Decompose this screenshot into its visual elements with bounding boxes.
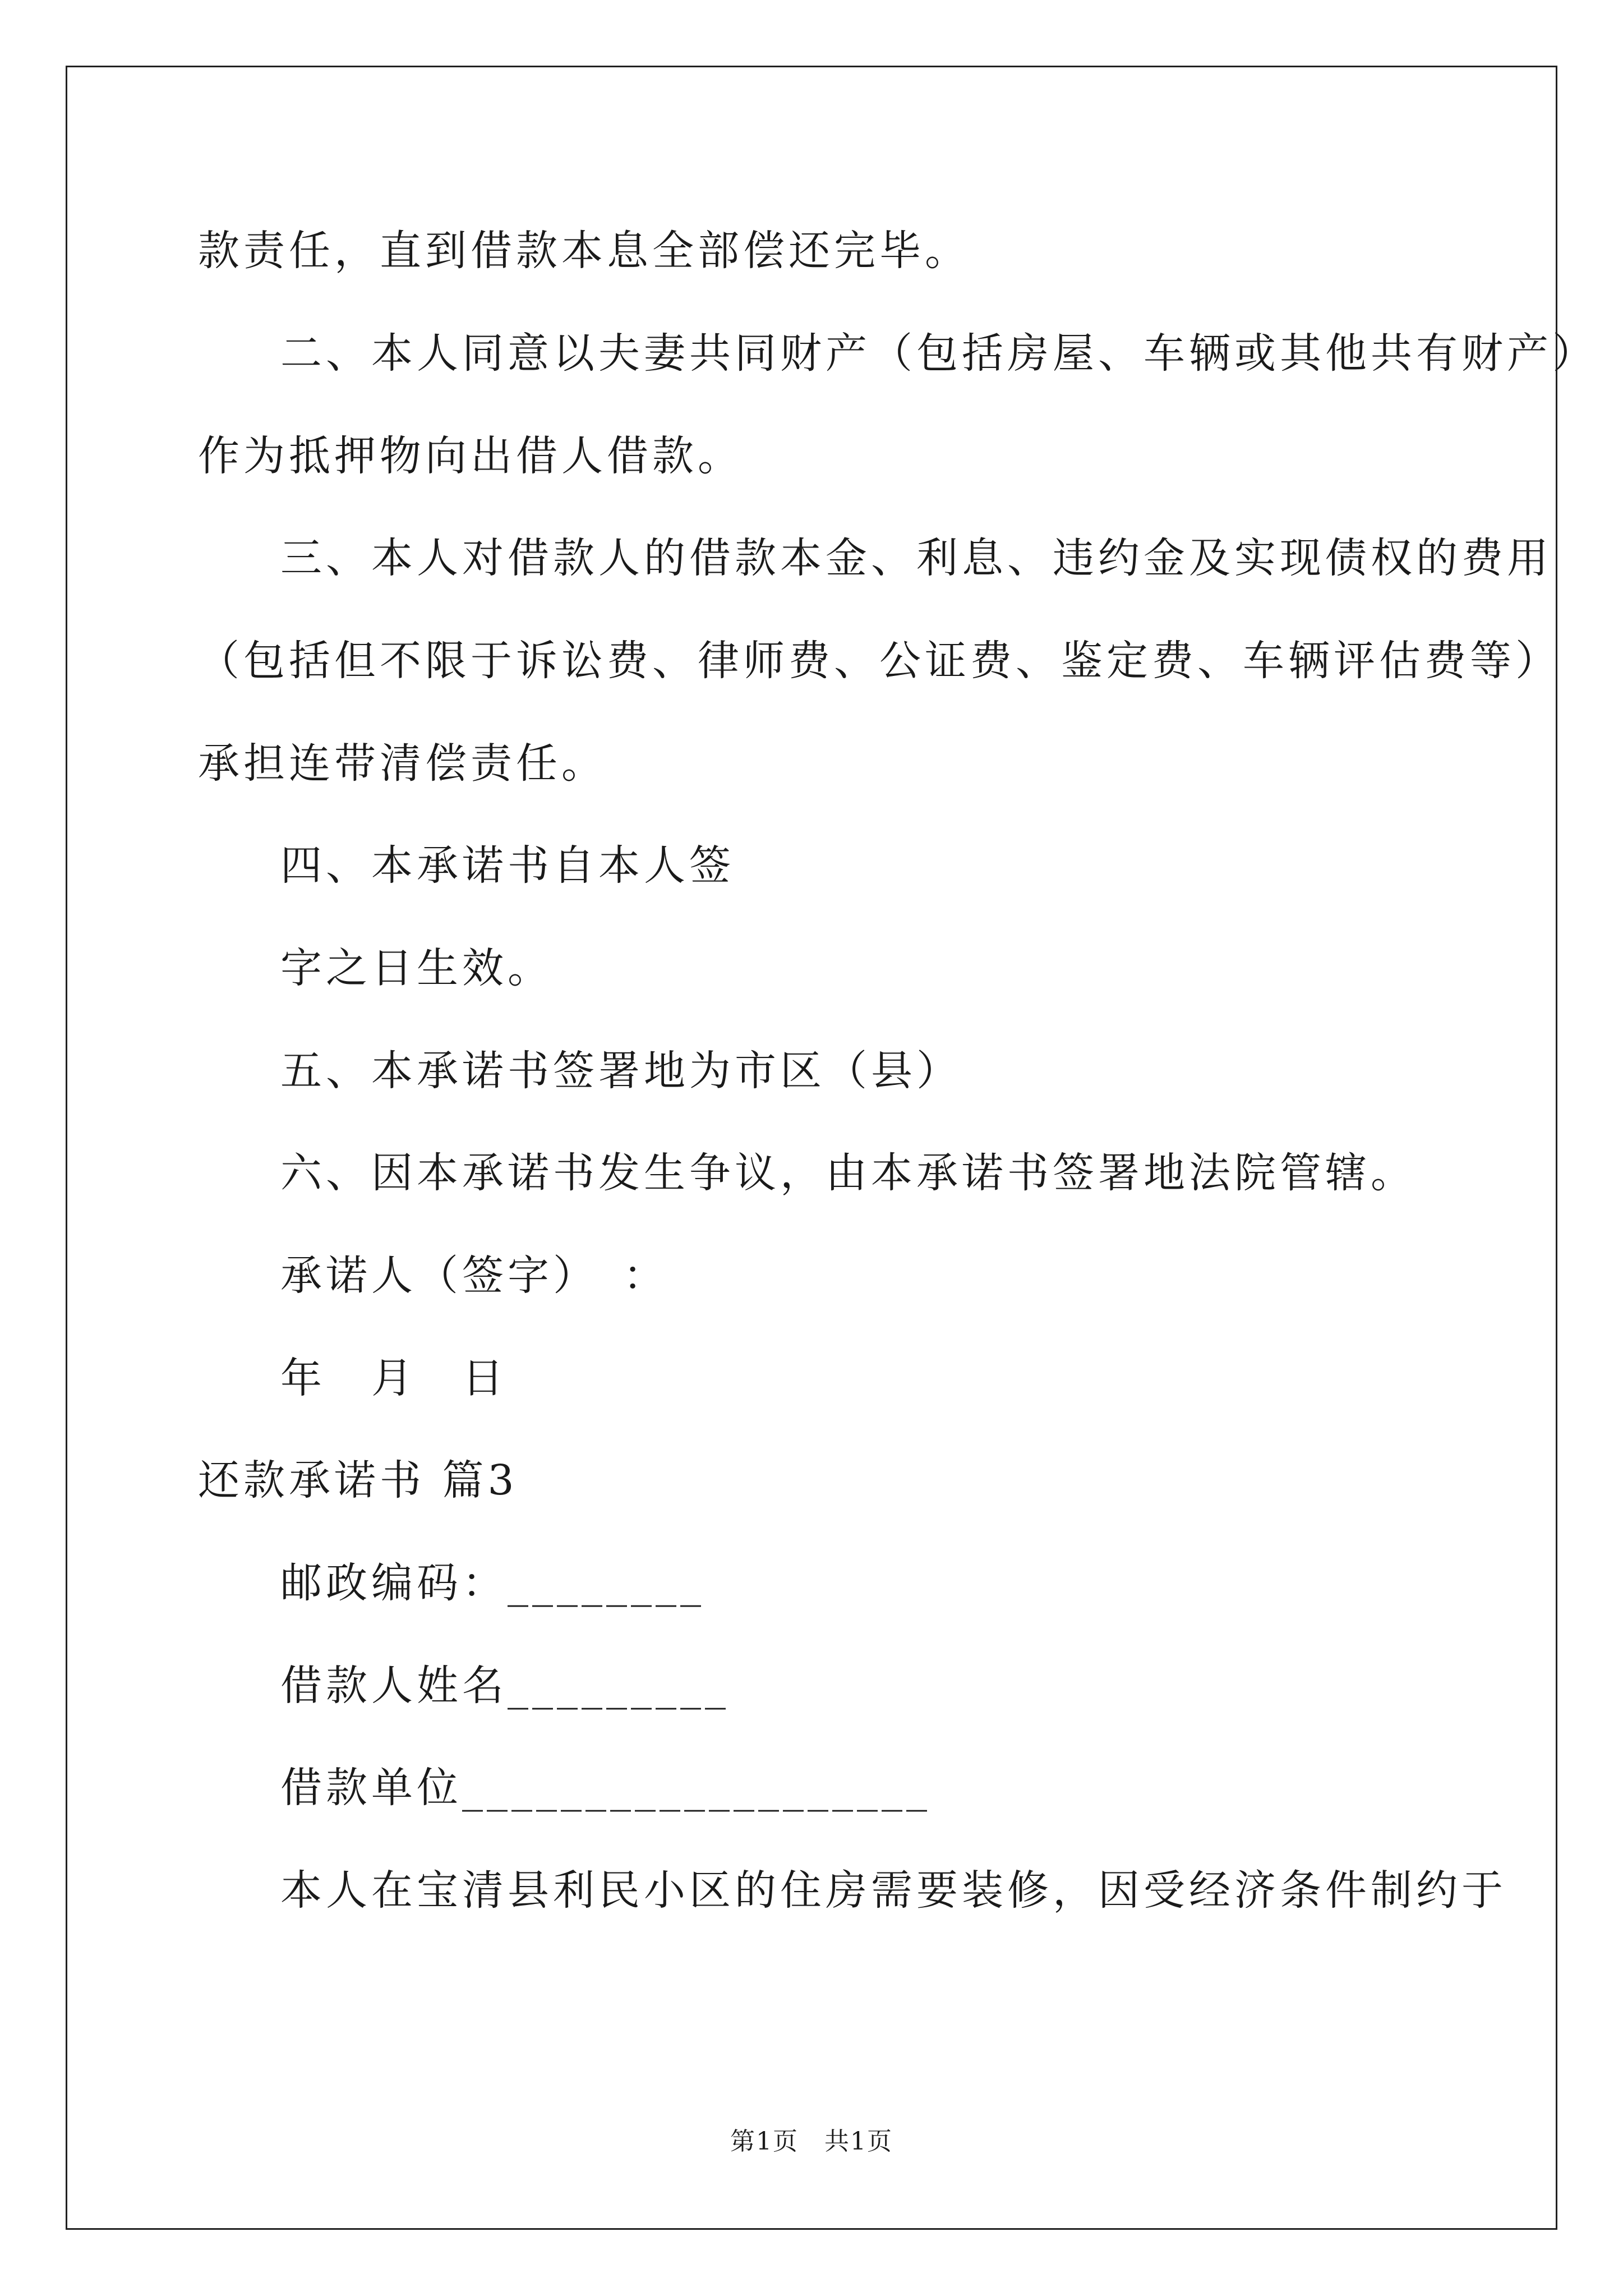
clause-four-line-1: 四、本承诺书自本人签 [280,841,735,890]
clause-three-line-1: 三、本人对借款人的借款本金、利息、违约金及实现债权的费用 [280,534,1552,582]
clause-five: 五、本承诺书签署地为市区（县） [280,1047,962,1095]
clause-three-line-3: 承担连带清偿责任。 [198,739,607,788]
section-heading: 还款承诺书 篇3 [198,1456,518,1504]
signer-signature-line: 承诺人（签字） ： [280,1251,668,1300]
paragraph-continuation: 款责任，直到借款本息全部偿还完毕。 [198,227,970,275]
clause-two-line-1: 二、本人同意以夫妻共同财产（包括房屋、车辆或其他共有财产） [280,329,1598,378]
clause-three-line-2: （包括但不限于诉讼费、律师费、公证费、鉴定费、车辆评估费等） [198,637,1561,685]
borrower-unit-field: 借款单位___________________ [280,1764,931,1812]
page-footer: 第1页 共1页 [730,2127,893,2156]
clause-two-line-2: 作为抵押物向出借人借款。 [198,432,743,480]
clause-four-line-2: 字之日生效。 [280,944,553,992]
body-paragraph: 本人在宝清县利民小区的住房需要装修，因受经济条件制约于 [280,1866,1507,1915]
date-line: 年 月 日 [280,1354,508,1402]
borrower-name-field: 借款人姓名_________ [280,1662,730,1710]
clause-six: 六、因本承诺书发生争议，由本承诺书签署地法院管辖。 [280,1149,1416,1197]
postal-code-field: 邮政编码：________ [280,1559,705,1607]
